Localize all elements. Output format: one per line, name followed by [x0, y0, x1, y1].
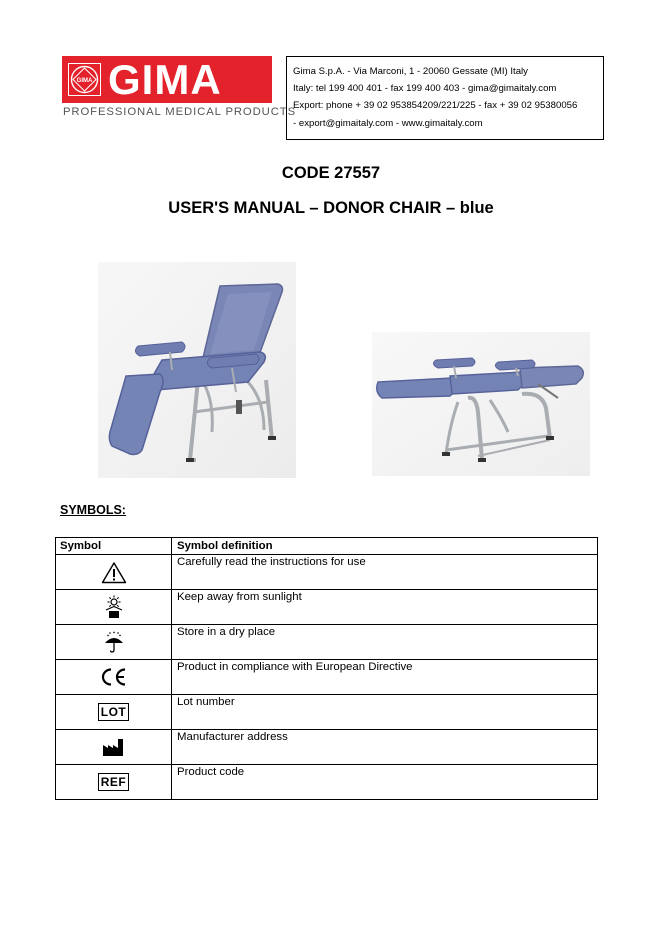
address-line: - export@gimaitaly.com - www.gimaitaly.com	[293, 117, 483, 129]
table-row	[56, 660, 598, 695]
manufacturer-icon	[102, 737, 126, 757]
table-row	[56, 555, 598, 590]
ref-code-icon: REF	[98, 773, 130, 791]
manual-title: USER'S MANUAL – DONOR CHAIR – blue	[168, 199, 494, 217]
symbol-definition: Lot number	[172, 695, 598, 730]
symbol-definition: Product code	[172, 765, 598, 800]
table-row	[56, 695, 598, 730]
gima-logo	[62, 56, 297, 122]
symbols-table	[55, 537, 598, 800]
lot-number-icon: LOT	[98, 703, 130, 721]
product-code-title: CODE 27557	[281, 164, 381, 182]
symbols-heading: SYMBOLS:	[60, 503, 126, 517]
table-header-row	[56, 538, 598, 555]
column-header-definition: Symbol definition	[172, 538, 598, 555]
symbol-definition: Product in compliance with European Directive	[172, 660, 598, 695]
table-row	[56, 590, 598, 625]
column-header-symbol: Symbol	[56, 538, 172, 555]
donor-chair-upright-photo	[98, 262, 296, 478]
table-row	[56, 765, 598, 800]
logo-badge-text: GIMA	[76, 78, 93, 84]
keep-dry-umbrella-icon	[103, 631, 125, 653]
address-line: Gima S.p.A. - Via Marconi, 1 - 20060 Gessate (MI) Italy	[293, 66, 528, 77]
table-row	[56, 625, 598, 660]
keep-away-from-sunlight-icon	[103, 595, 125, 619]
donor-chair-reclined-photo	[372, 332, 590, 476]
company-address-box	[286, 56, 604, 140]
warning-triangle-icon	[101, 561, 127, 584]
ce-mark-icon	[100, 667, 128, 687]
logo-tagline: PROFESSIONAL MEDICAL PRODUCTS	[63, 106, 297, 118]
symbol-definition: Store in a dry place	[172, 625, 598, 660]
symbol-definition: Keep away from sunlight	[172, 590, 598, 625]
table-row	[56, 730, 598, 765]
symbol-definition: Carefully read the instructions for use	[172, 555, 598, 590]
gima-badge-icon	[68, 63, 101, 96]
address-line: Italy: tel 199 400 401 - fax 199 400 403 - gima@gimaitaly.com	[293, 83, 557, 95]
address-line: Export: phone + 39 02 953854209/221/225 - fax + 39 02 95380056	[293, 100, 578, 112]
symbol-definition: Manufacturer address	[172, 730, 598, 765]
logo-wordmark: GIMA	[108, 56, 222, 103]
